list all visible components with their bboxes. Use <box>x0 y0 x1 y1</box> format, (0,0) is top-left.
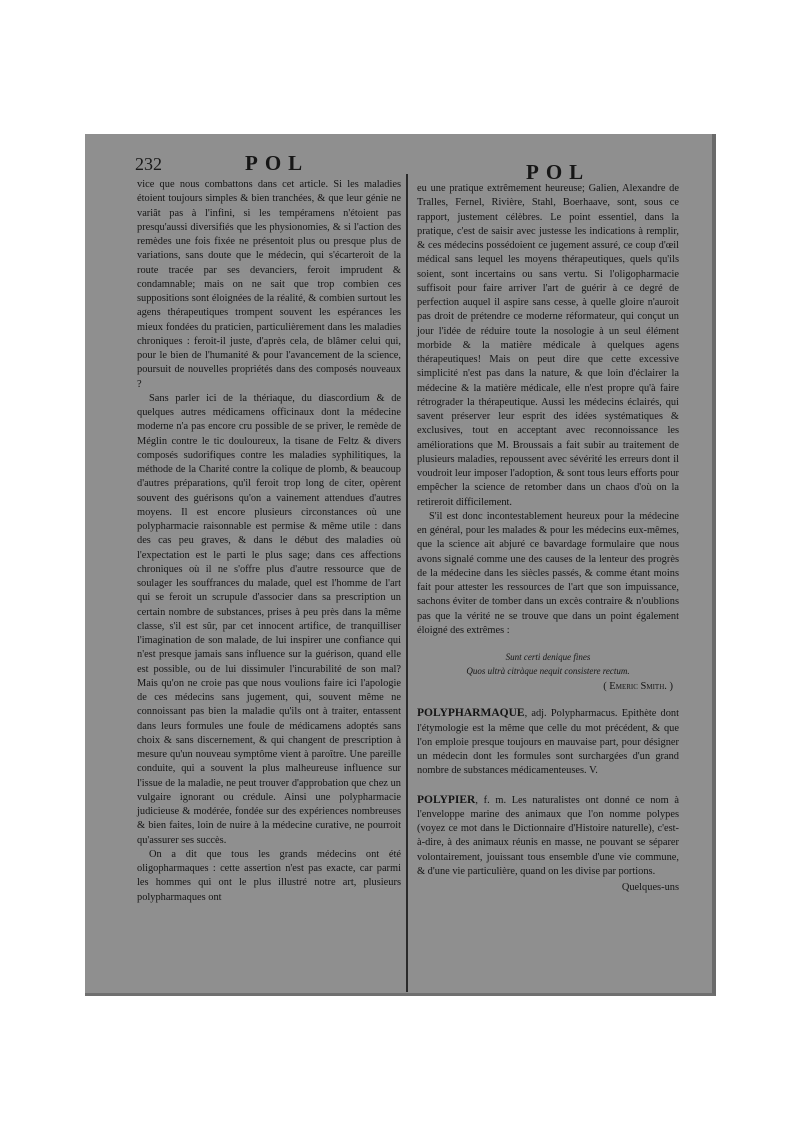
column-divider <box>406 174 408 992</box>
scanned-page <box>85 134 716 996</box>
paragraph: S'il est donc incontestablement heureux pour la médecine en général, pour les malades & pour les médecins eux-mêmes, que la science ait abjuré ce bavardage formulaire que nous avons signalé comme une des causes de la lenteur des progrès de la médecine dans les siècles passés, & comme étant moins fait pour attester les ressources de l'art que son impuissance, sachons éviter de tomber dans un excès contraire & n'oublions pas que la vérité ne se trouve que dans un point également éloigné des extrêmes : <box>417 510 679 636</box>
catchword: Quelques-uns <box>621 882 679 893</box>
paragraph: eu une pratique extrêmement heureuse; Galien, Alexandre de Tralles, Fernel, Rivière, Stahl, Boerhaave, sont, sous ce rapport, justement célèbres. Le point essentiel, dans la pratique, c'est de saisir avec justesse les indications à remplir, & ces médecins possédoient ce jugement assuré, ce coup d'œil médical sans lequel les moyens thérapeutiques, quels qu'ils soient, sont incertains ou sans vertu. Si l'oligopharmacie suffisoit pour faire arriver l'art de guérir à ce degré de perfection auquel il aspire sans cesse, à quelle gloire n'auroit pas droit de prétendre ce moderne réformateur, qui conçut un jour l'idée de réduire toute la nosologie à un seul élément morbide & la matière médicale à quelques agens thérapeutiques! Mais on peut dire que cette excessive simplicité n'est pas dans la nature, & que loin d'éclairer la médecine & la matière médicale, elle n'est propre qu'à faire rétrograder la thérapeutique. Aussi les médecins éclairés, qui savent préserver leur esprit des idées systématiques & exclusives, tout en acceptant avec reconnoissance les améliorations que M. Broussais a fait subir au traitement de plusieurs maladies, repoussent avec sévérité les erreurs dont il voudroit leur imposer l'adoption, & sont tous leurs efforts pour empêcher la science de retomber dans un chaos d'où on la retireroit difficilement. <box>417 183 679 508</box>
entry-headword: POLYPHARMAQUE <box>417 707 525 720</box>
signature-text: ( Emeric Smith. ) <box>603 681 673 692</box>
paragraph: Sans parler ici de la thériaque, du diascordium & de quelques autres médicamens officinaux dont la médecine moderne n'a pas encore cru possible de se priver, le remède de Méglin contre le tic douloureux, la tisane de Feltz & divers composés sudorifiques contre les maladies syphilitiques, la méthode de la Charité contre la colique de plomb, & beaucoup d'autres préparations, qu'il feroit trop long de citer, opèrent souvent des guérisons qu'on a vainement attendues d'autres moyens. Il est encore plusieurs circonstances où une polypharmacie raisonnable est permise & même utile : dans des cas peu graves, & dans le début des maladies où l'expectation est le parti le plus sage; dans ces affections chroniques où il ne s'offre plus d'autre ressource que de soulager les souffrances du malade, quel est l'homme de l'art qui se feroit un scrupule d'associer dans sa prescription un certain nombre de substances, prises à peu près dans la même classe, s'il est sûr, par cet innocent artifice, de tranquilliser l'imagination de son malade, de lui inspirer une confiance qui n'est presque jamais sans influence sur la guérison, quand elle est possible, ou de lui dissimuler l'incurabilité de son mal? Mais qu'on ne croie pas que nous voulions faire ici l'apologie de ces médecins sans jugement, qui, souvent même ne connoissant pas bien la maladie qu'ils ont à traiter, entassent dans leurs formules une foule de médicamens adoptés sans choix & sans discernement, & qui changent de prescription à mesure qu'un nouveau symptôme vient à paroître. Une pareille conduite, qui a souvent la plus malheureuse influence sur l'issue de la maladie, ne peut trouver d'approbation que chez un vulgaire ignorant ou crédule. Ainsi une polypharmacie judicieuse & modérée, fondée sur des expériences nombreuses & bien faites, loin de nuire à la médecine curative, ne pourroit qu'assurer ses succès. <box>137 392 401 846</box>
paragraph: vice que nous combattons dans cet article. Si les maladies étoient toujours simples & bien tranchées, & que leur génie ne variât pas à l'infini, si les tempéramens n'étoient pas presqu'aussi diversifiés que les physionomies, & si l'action des remèdes une fois fixée ne présentoit plus ou presque plus de variations, sans doute que le médecin, qui s'écarteroit de la route tracée par ses devanciers, feroit imprudent & condamnable; mais on ne sait que trop combien ces suppositions sont éloignées de la réalité, & combien surtout les agens thérapeutiques trompent souvent les espérances les mieux fondées du praticien, particulièrement dans les maladies chroniques : feroit-il juste, d'après cela, de blâmer celui qui, pour le bien de l'humanité & pour l'avancement de la science, poursuit de nouvelles propriétés dans des composés nouveaux ? <box>137 179 401 390</box>
left-column <box>137 178 401 905</box>
running-head-right: POL <box>526 160 591 184</box>
dictionary-entry <box>417 706 679 778</box>
latin-verse <box>417 650 679 678</box>
page-number: 232 <box>135 154 162 174</box>
entry-text: , f. m. Les naturalistes ont donné ce nom à l'enveloppe marine des animaux que l'on nomme polypes (voyez ce mot dans le Dictionnaire d'Histoire naturelle), c'est-à-dire, à des animaux réunis en masse, ne pouvant se séparer volontairement, jouissant tous ensemble d'une vie commune, & d'une vie particulière, quand on les divise par portions. <box>417 794 679 877</box>
entry-headword: POLYPIER <box>417 793 476 806</box>
author-signature <box>417 680 673 694</box>
entry-text: , adj. Polypharmacus. Epithète dont l'étymologie est la même que celle du mot précédent, & que l'on emploie presque toujours en mauvaise part, pour désigner un médecin dont les formules sont surchargées d'un grand nombre de substances médicamenteuses. V. <box>417 708 679 777</box>
dictionary-entry <box>417 793 679 880</box>
right-column <box>417 182 679 895</box>
running-head-left: POL <box>245 151 310 175</box>
paragraph: On a dit que tous les grands médecins ont été oligopharmaques : cette assertion n'est pas exacte, car parmi les hommes qui ont le plus illustré notre art, plusieurs polypharmaques ont <box>137 848 401 903</box>
verse-line: Quos ultrà citràque nequit consistere rectum. <box>466 666 630 676</box>
verse-line: Sunt certi denique fines <box>505 652 591 662</box>
